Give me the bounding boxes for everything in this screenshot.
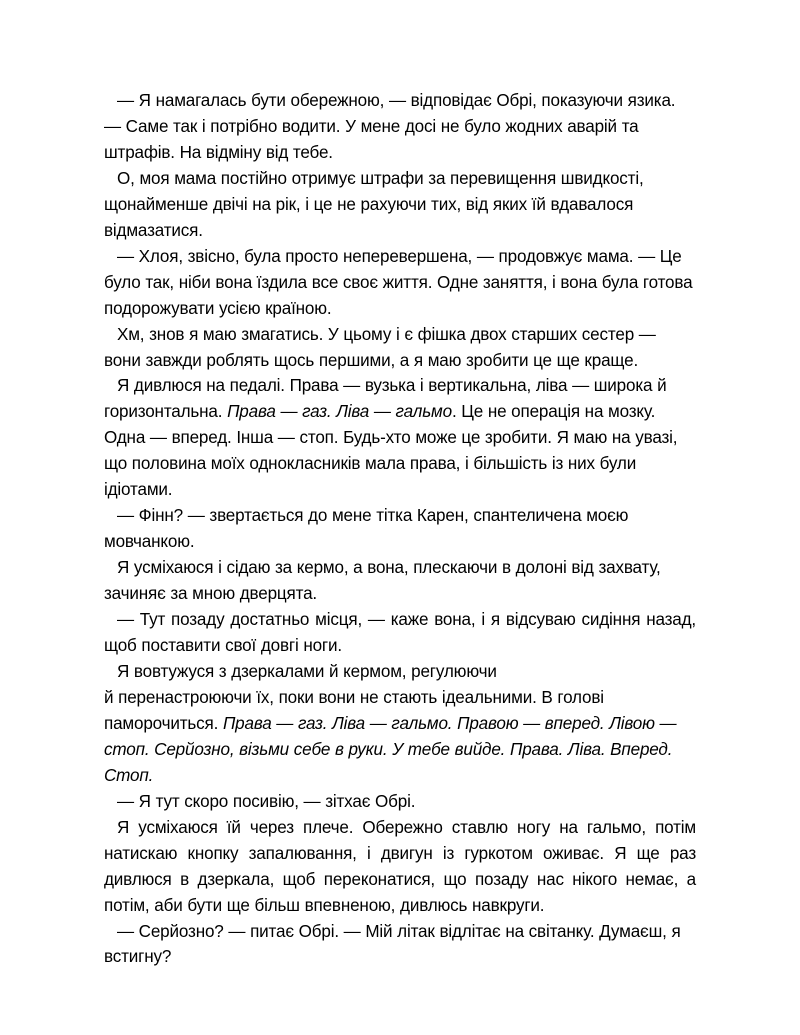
paragraph [104,659,696,789]
text-run: — Хлоя, звісно, була просто неперевершена, — продовжує мама. — Це було так, ніби вона їздила все своє життя. Одне заняття, і вона була готова подорожувати усією країною. [104,246,693,318]
paragraph [104,322,696,374]
paragraph [104,607,696,659]
paragraph [104,555,696,607]
italic-text-run: Права — газ. Ліва — гальмо. Правою — вперед. Лівою — стоп. Серйозно, візьми себе в руки. У тебе вийде. Права. Ліва. Вперед. Стоп. [104,713,677,785]
text-run: Я усміхаюся і сідаю за кермо, а вона, плескаючи в долоні від захвату, зачиняє за мною дверцята. [104,558,661,604]
paragraph [104,789,696,815]
paragraph [104,244,696,322]
text-run: Я дивлюся на педалі. Права — вузька і вертикальна, ліва — широка й горизонтальна. [104,376,667,422]
paragraph [104,919,696,971]
paragraph [104,88,696,166]
text-run: й перенастроюючи їх, поки вони не стають ідеальними. В голові паморочиться. [104,687,604,733]
paragraph [104,166,696,244]
paragraph [104,815,696,919]
text-run: Я вовтужуся з дзеркалами й кермом, регулюючи [117,661,497,681]
text-run: — Фінн? — звертається до мене тітка Карен, спантеличена моєю мовчанкою. [104,506,629,552]
text-run: . Це не операція на мозку. Одна — вперед. Інша — стоп. Будь-хто може це зробити. Я маю на увазі, що половина моїх однокласників мала права, і більшість із них були ідіотами. [104,402,678,500]
text-run: — Серйозно? — питає Обрі. — Мій літак відлітає на світанку. Думаєш, я встигну? [104,921,681,967]
text-run: О, моя мама постійно отримує штрафи за перевищення швидкості, щонайменше двічі на рік, і це не рахуючи тих, від яких їй вдавалося відмазатися. [104,168,644,240]
text-run: — Я намагалась бути обережною, — відповідає Обрі, показуючи язика. — Саме так і потрібно водити. У мене досі не було жодних аварій та штрафів. На відміну від тебе. [104,91,676,162]
italic-text-run: Права — газ. Ліва — гальмо [227,402,452,422]
body-text-column [104,88,696,970]
text-run: — Я тут скоро посивію, — зітхає Обрі. [117,791,416,811]
text-run: Я усміхаюся їй через плече. Обережно ставлю ногу на гальмо, потім натискаю кнопку запалювання, і двигун із гуркотом оживає. Я ще раз дивлюся в дзеркала, щоб переконатися, що позаду нас нікого немає, а потім, аби бути ще більш впевненою, дивлюсь навкруги. [104,817,696,915]
paragraph [104,373,696,503]
paragraph [104,503,696,555]
text-run: Хм, знов я маю змагатись. У цьому і є фішка двох старших сестер — вони завжди роблять щось першими, а я маю зробити це ще краще. [104,324,656,370]
text-run: — Тут позаду достатньо місця, — каже вона, і я відсуваю сидіння назад, щоб поставити свої довгі ноги. [104,610,696,656]
